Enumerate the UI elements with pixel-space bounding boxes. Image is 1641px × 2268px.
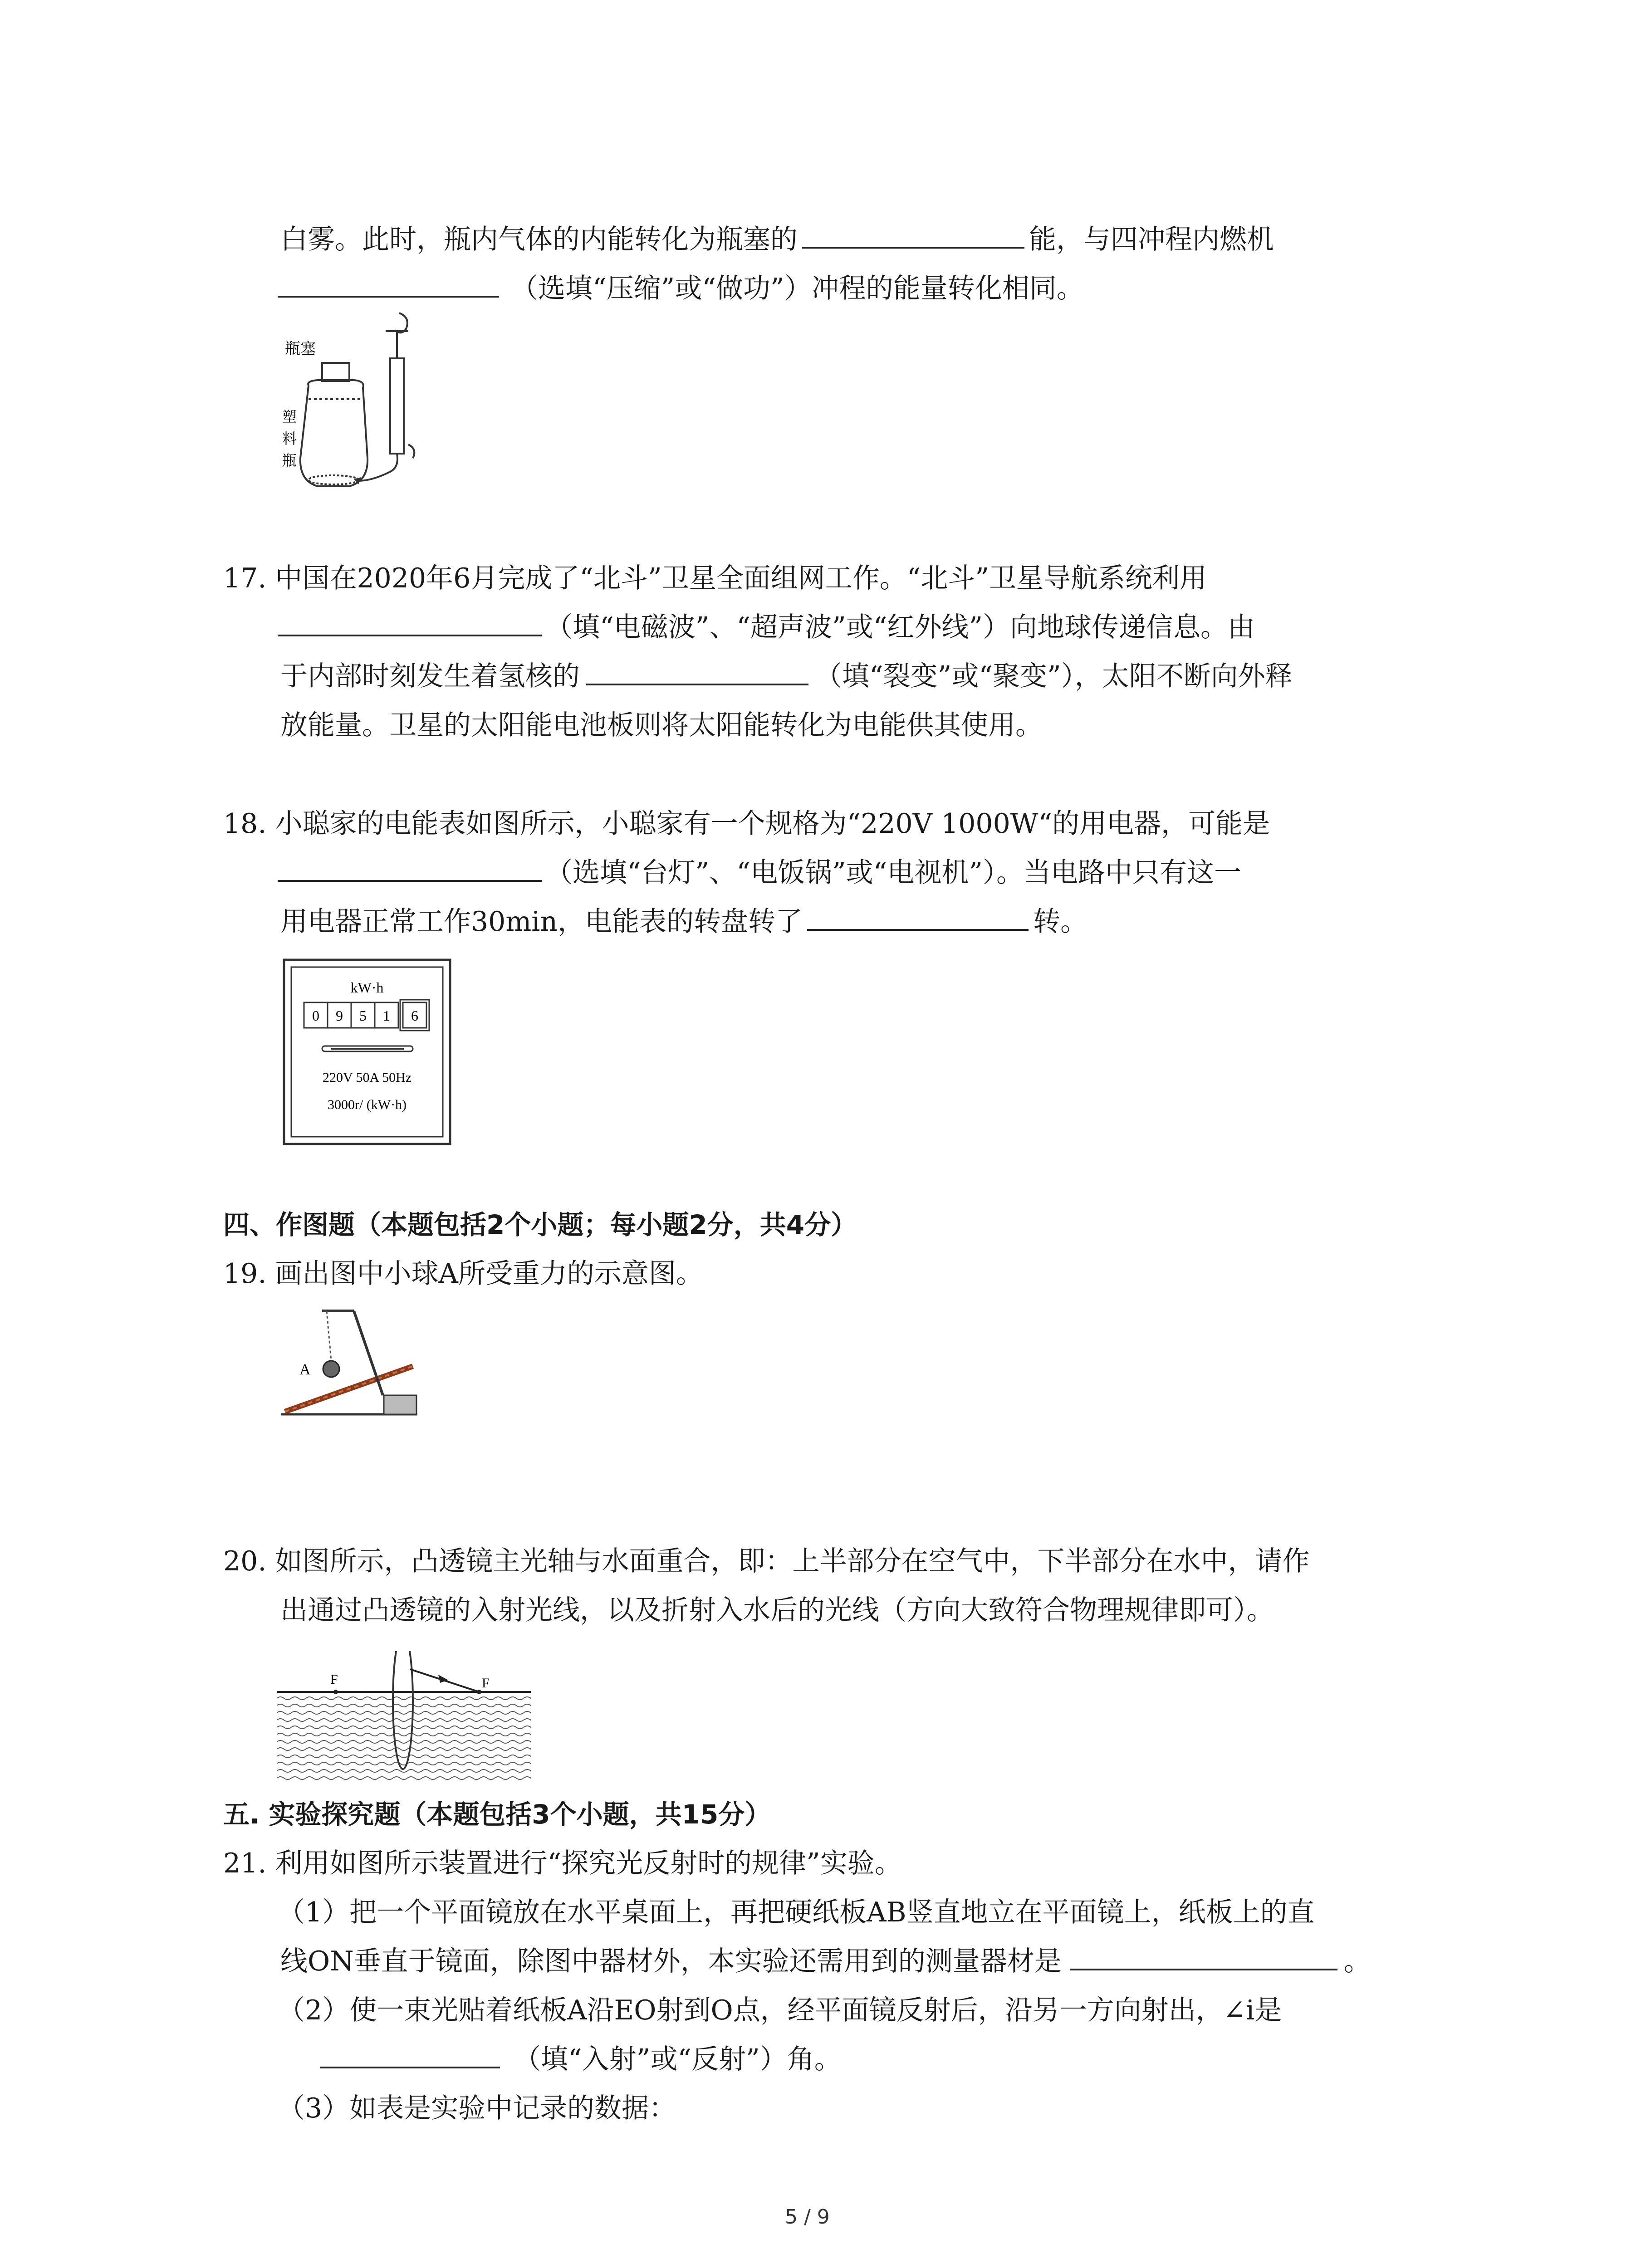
q20-figure-lens-water: [277, 1651, 531, 1787]
q16-text-b: 能，与四冲程内燃机: [1029, 224, 1274, 255]
meter-rate: 3000r/ (kW·h): [327, 1097, 407, 1112]
q17-blank-2[interactable]: [586, 658, 808, 685]
q17-blank-1[interactable]: [278, 609, 542, 636]
q21-blank-1[interactable]: [1070, 1943, 1337, 1970]
section-5-heading: 五. 实验探究题（本题包括3个小题，共15分）: [223, 1799, 771, 1830]
meter-specs: 220V 50A 50Hz: [322, 1070, 412, 1085]
q17-line-3: [280, 658, 1293, 694]
focus-right-label: F: [482, 1676, 490, 1691]
meter-unit: kW·h: [350, 979, 384, 996]
meter-digit-3: 5: [359, 1007, 367, 1024]
q18-text-c: 用电器正常工作30min，电能表的转盘转了: [280, 906, 803, 938]
q16-blank-2[interactable]: [278, 270, 499, 298]
q17-line-4: 放能量。卫星的太阳能电池板则将太阳能转化为电能供其使用。: [280, 709, 1043, 741]
q18-blank-2[interactable]: [807, 904, 1029, 931]
page-number: 5 / 9: [785, 2205, 830, 2229]
q21-part3-line-1: （3）如表是实验中记录的数据：: [278, 2092, 676, 2124]
bottle-side-label-1: 塑: [282, 408, 297, 425]
q21-part1-line-2: [280, 1943, 1371, 1980]
q21-part2-line-1: （2）使一束光贴着纸板A沿EO射到O点，经平面镜反射后，沿另一方向射出，∠i是: [278, 1994, 1282, 2026]
q17-text-c: 于内部时刻发生着氢核的: [280, 660, 580, 692]
q18-text-d: 转。: [1033, 906, 1088, 938]
q17-text-d: （填“裂变”或“聚变”），太阳不断向外释: [815, 660, 1293, 692]
q18-line-3: [280, 904, 1087, 940]
q19-line-1: 19. 画出图中小球A所受重力的示意图。: [223, 1258, 703, 1290]
q18-line-1: 18. 小聪家的电能表如图所示，小聪家有一个规格为“220V 1000W“的用电器，可能是: [223, 808, 1270, 840]
q20-line-1: 20. 如图所示，凸透镜主光轴与水面重合，即：上半部分在空气中，下半部分在水中，请作: [223, 1545, 1310, 1577]
q18-blank-1[interactable]: [278, 855, 542, 882]
q21-text-p1c: 。: [1343, 1945, 1371, 1977]
ball-a-label: A: [299, 1361, 311, 1378]
q21-text-p2b: （填“入射”或“反射”）角。: [514, 2043, 842, 2075]
meter-digit-5: 6: [411, 1007, 418, 1024]
q16-text-c: （选填“压缩”或“做功”）冲程的能量转化相同。: [511, 273, 1084, 304]
q16-figure-bottle-pump: [281, 308, 463, 503]
meter-digit-4: 1: [383, 1007, 390, 1024]
q21-part2-line-2: [320, 2041, 842, 2077]
bottle-cap-label: 瓶塞: [285, 340, 316, 358]
q17-text-b: （填“电磁波”、“超声波”或“红外线”）向地球传递信息。由: [545, 611, 1255, 643]
q16-text-a: 白雾。此时，瓶内气体的内能转化为瓶塞的: [280, 224, 798, 255]
meter-digit-2: 9: [336, 1007, 343, 1024]
bottle-side-label-2: 料: [282, 430, 297, 447]
q18-energy-meter-figure: [281, 957, 454, 1148]
section-4-heading: 四、作图题（本题包括2个小题；每小题2分，共4分）: [223, 1209, 857, 1240]
q21-line-1: 21. 利用如图所示装置进行“探究光反射时的规律”实验。: [223, 1848, 902, 1879]
q18-text-b: （选填“台灯”、“电饭锅”或“电视机”）。当电路中只有这一: [545, 857, 1242, 889]
bottle-side-label-3: 瓶: [282, 452, 297, 469]
q17-line-2: [278, 609, 1255, 645]
q20-line-2: 出通过凸透镜的入射光线，以及折射入水后的光线（方向大致符合物理规律即可）。: [280, 1594, 1274, 1626]
q16-blank-1[interactable]: [802, 221, 1024, 249]
q21-blank-2[interactable]: [320, 2041, 500, 2068]
q16-line-1: [280, 221, 1274, 258]
q16-line-2: [278, 270, 1084, 307]
q19-figure-ball-on-string: [281, 1306, 426, 1420]
q21-text-p1b: 线ON垂直于镜面，除图中器材外，本实验还需用到的测量器材是: [280, 1945, 1062, 1977]
meter-digit-1: 0: [312, 1007, 319, 1024]
focus-left-label: F: [330, 1672, 338, 1687]
q17-line-1: 17. 中国在2020年6月完成了“北斗”卫星全面组网工作。“北斗”卫星导航系统利用: [223, 562, 1207, 594]
q18-line-2: [278, 855, 1241, 891]
q21-part1-line-1: （1）把一个平面镜放在水平桌面上，再把硬纸板AB竖直地立在平面镜上，纸板上的直: [278, 1897, 1315, 1928]
